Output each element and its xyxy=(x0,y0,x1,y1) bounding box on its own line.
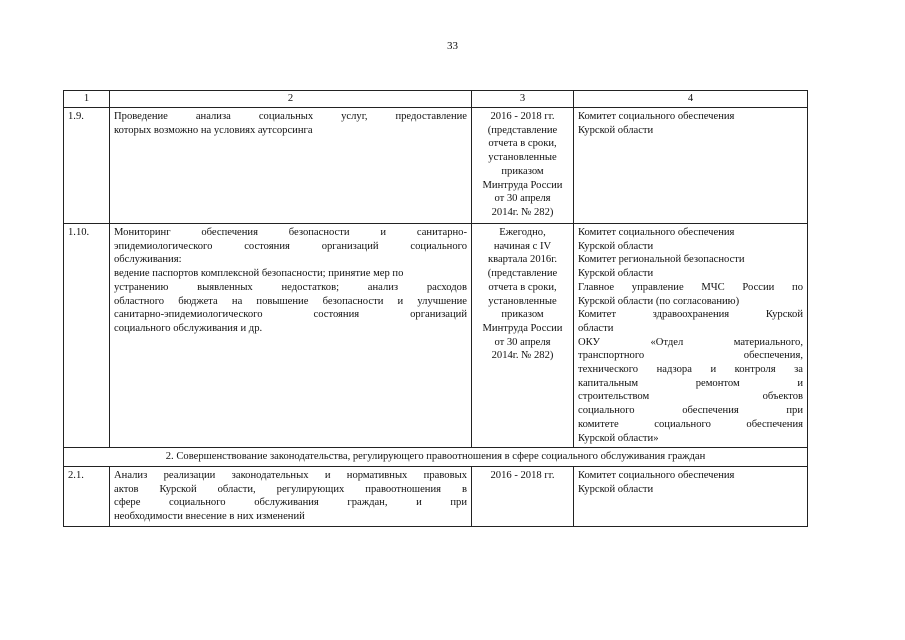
header-cell-3: 3 xyxy=(472,91,574,108)
executor-line: области xyxy=(578,322,614,334)
plan-table xyxy=(63,90,808,527)
term-line: 2014г. № 282) xyxy=(491,350,554,362)
executors-cell xyxy=(574,108,808,224)
executor-line: Комитет региональной безопасности xyxy=(578,254,745,266)
action-line: актов Курской области, регулирующих правоотношения в xyxy=(114,483,467,495)
executor-line: Курской области (по согласованию) xyxy=(578,295,740,307)
executor-line: социального обеспечения при xyxy=(578,405,803,417)
term-line: приказом xyxy=(501,309,544,321)
executor-line: Курской области xyxy=(578,483,654,495)
term-line: от 30 апреля xyxy=(494,193,551,205)
row-number: 1.9. xyxy=(64,108,110,224)
page-number: 33 xyxy=(447,40,458,52)
action-cell xyxy=(110,466,472,526)
term-line: квартала 2016г. xyxy=(487,254,558,266)
action-cell xyxy=(110,108,472,224)
action-line: санитарно-эпидемиологического состояния организаций xyxy=(114,309,467,321)
action-line: которых возможно на условиях аутсорсинга xyxy=(114,124,313,136)
executor-line: транспортного обеспечения, xyxy=(578,350,803,362)
header-cell-1: 1 xyxy=(64,91,110,108)
executor-line: Курской области» xyxy=(578,432,659,444)
executor-line: технического надзора и контроля за xyxy=(578,364,803,376)
action-line: Мониторинг обеспечения безопасности и санитарно- xyxy=(114,227,467,238)
executor-line: строительством объектов xyxy=(578,391,803,403)
action-line: обслуживания: xyxy=(114,254,182,266)
executor-line: Комитет социального обеспечения xyxy=(578,111,735,122)
action-line: ведение паспортов комплексной безопасности; принятие мер по xyxy=(114,268,404,280)
term-line: Минтруда России xyxy=(482,179,563,191)
term-cell xyxy=(472,108,574,224)
term-line: отчета в сроки, xyxy=(488,138,557,150)
table-row xyxy=(64,224,808,448)
executor-line: Курской области xyxy=(578,268,654,280)
executor-line: Курской области xyxy=(578,124,654,136)
term-cell xyxy=(472,224,574,448)
table-header-row xyxy=(64,91,808,108)
executor-line: Комитет здравоохранения Курской xyxy=(578,309,803,321)
term-line: (представление xyxy=(487,268,558,280)
executors-cell xyxy=(574,224,808,448)
term-cell xyxy=(472,466,574,526)
executor-line: комитете социального обеспечения xyxy=(578,418,803,430)
header-cell-2: 2 xyxy=(110,91,472,108)
table-row xyxy=(64,466,808,526)
executor-line: Курской области xyxy=(578,240,654,252)
term-line: 2016 - 2018 гг. xyxy=(490,111,555,122)
section-heading: 2. Совершенствование законодательства, регулирующего правоотношения в сфере социального обслуживания граждан xyxy=(64,448,808,467)
executor-line: Главное управление МЧС России по xyxy=(578,281,803,293)
term-line: от 30 апреля xyxy=(494,336,551,348)
action-line: Проведение анализа социальных услуг, предоставление xyxy=(114,111,467,122)
term-line: Минтруда России xyxy=(482,322,563,334)
term-line: приказом xyxy=(501,165,544,177)
executor-line: ОКУ «Отдел материального, xyxy=(578,336,803,348)
term-line: 2016 - 2018 гг. xyxy=(490,469,555,481)
action-line: областного бюджета на повышение безопасности и улучшение xyxy=(114,295,467,307)
action-line: необходимости внесение в них изменений xyxy=(114,511,305,523)
term-line: установленные xyxy=(488,152,557,164)
action-line: Анализ реализации законодательных и нормативных правовых xyxy=(114,469,467,481)
action-line: социального обслуживания и др. xyxy=(114,322,263,334)
header-cell-4: 4 xyxy=(574,91,808,108)
term-line: установленные xyxy=(488,295,557,307)
term-line: Ежегодно, xyxy=(499,227,546,238)
row-number: 1.10. xyxy=(64,224,110,448)
term-line: начиная с IV xyxy=(493,240,552,252)
executor-line: Комитет социального обеспечения xyxy=(578,469,735,481)
action-line: эпидемиологического состояния организаций социального xyxy=(114,240,467,252)
action-line: устранению выявленных недостатков; анализ расходов xyxy=(114,281,467,293)
row-number: 2.1. xyxy=(64,466,110,526)
section-row xyxy=(64,448,808,467)
executor-line: Комитет социального обеспечения xyxy=(578,227,735,238)
executor-line: капитальным ремонтом и xyxy=(578,377,803,389)
action-line: сфере социального обслуживания граждан, и при xyxy=(114,497,467,509)
term-line: отчета в сроки, xyxy=(488,281,557,293)
executors-cell xyxy=(574,466,808,526)
term-line: 2014г. № 282) xyxy=(491,206,554,218)
table-row xyxy=(64,108,808,224)
action-cell xyxy=(110,224,472,448)
term-line: (представление xyxy=(487,124,558,136)
